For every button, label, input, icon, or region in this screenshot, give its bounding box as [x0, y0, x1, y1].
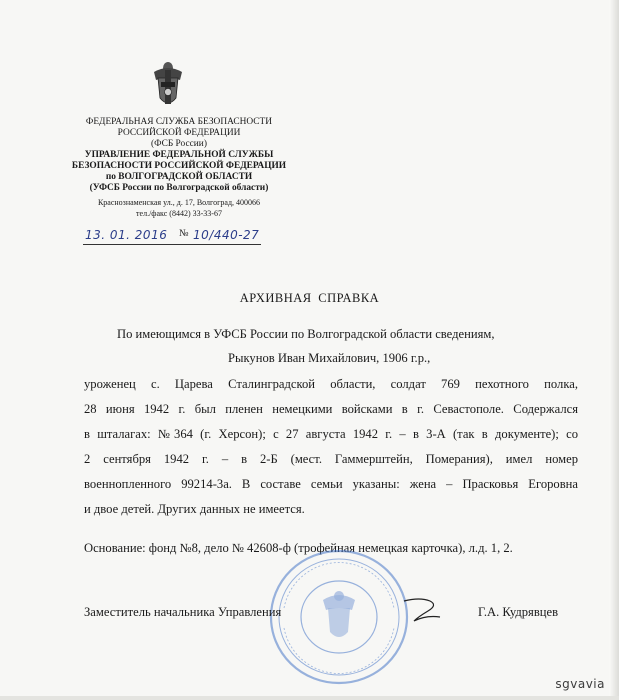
number-sign: № — [179, 228, 190, 239]
body-line: в шталагах: №364 (г. Херсон); с 27 августа 1942 г. – в 3-А (так в документе); со — [84, 427, 578, 441]
official-seal-icon — [268, 548, 410, 686]
body-person: Рыкунов Иван Михайлович, 1906 г.р., — [228, 351, 431, 365]
letterhead-line: ФЕДЕРАЛЬНАЯ СЛУЖБА БЕЗОПАСНОСТИ — [85, 117, 273, 127]
watermark: sgvavia — [555, 677, 605, 691]
body-basis: Основание: фонд №8, дело № 42608-ф (трофейная немецкая карточка), л.д. 1, 2. — [84, 541, 513, 555]
fsb-emblem-icon — [150, 58, 186, 110]
body-line: уроженец с. Царева Сталинградской области, солдат 769 пехотного полка, — [84, 377, 578, 391]
signatory-name: Г.А. Кудрявцев — [478, 605, 559, 619]
letterhead-address: Краснознаменская ул., д. 17, Волгоград, 400066 — [97, 198, 261, 207]
letterhead-line: (УФСБ России по Волгоградской области) — [89, 183, 269, 193]
letterhead-line: УПРАВЛЕНИЕ ФЕДЕРАЛЬНОЙ СЛУЖБЫ — [84, 150, 274, 160]
body-line: военнопленного 99214-3а. В составе семьи указаны: жена – Прасковья Егоровна — [84, 477, 578, 491]
registration-date: 13. 01. 2016 — [85, 228, 168, 242]
registration-stamp — [83, 224, 273, 246]
document-title: АРХИВНАЯ СПРАВКА — [239, 291, 380, 305]
page-edge-shadow — [609, 0, 619, 700]
signatory-position: Заместитель начальника Управления — [84, 605, 282, 619]
letterhead-line: по ВОЛГОГРАДСКОЙ ОБЛАСТИ — [105, 172, 253, 182]
letterhead-line: РОССИЙСКОЙ ФЕДЕРАЦИИ — [117, 128, 241, 138]
letterhead-line: (ФСБ России) — [151, 139, 207, 149]
body-line: и двое детей. Других данных не имеется. — [84, 502, 305, 516]
registration-number: 10/440-27 — [193, 228, 260, 242]
letterhead-line: БЕЗОПАСНОСТИ РОССИЙСКОЙ ФЕДЕРАЦИИ — [71, 161, 287, 171]
body-line: 28 июня 1942 г. был пленен немецкими войсками в г. Севастополе. Содержался — [84, 402, 578, 416]
letterhead-phone: тел./факс (8442) 33-33-67 — [136, 208, 222, 218]
letterhead — [60, 117, 298, 219]
signature-icon — [400, 595, 445, 625]
body-line: 2 сентября 1942 г. – в 2-Б (мест. Гаммерштейн, Померания), имел номер — [84, 452, 578, 466]
registration-underline — [83, 244, 261, 245]
body-intro: По имеющимся в УФСБ России по Волгоградской области сведениям, — [117, 327, 495, 341]
page-bottom-edge — [0, 696, 619, 700]
